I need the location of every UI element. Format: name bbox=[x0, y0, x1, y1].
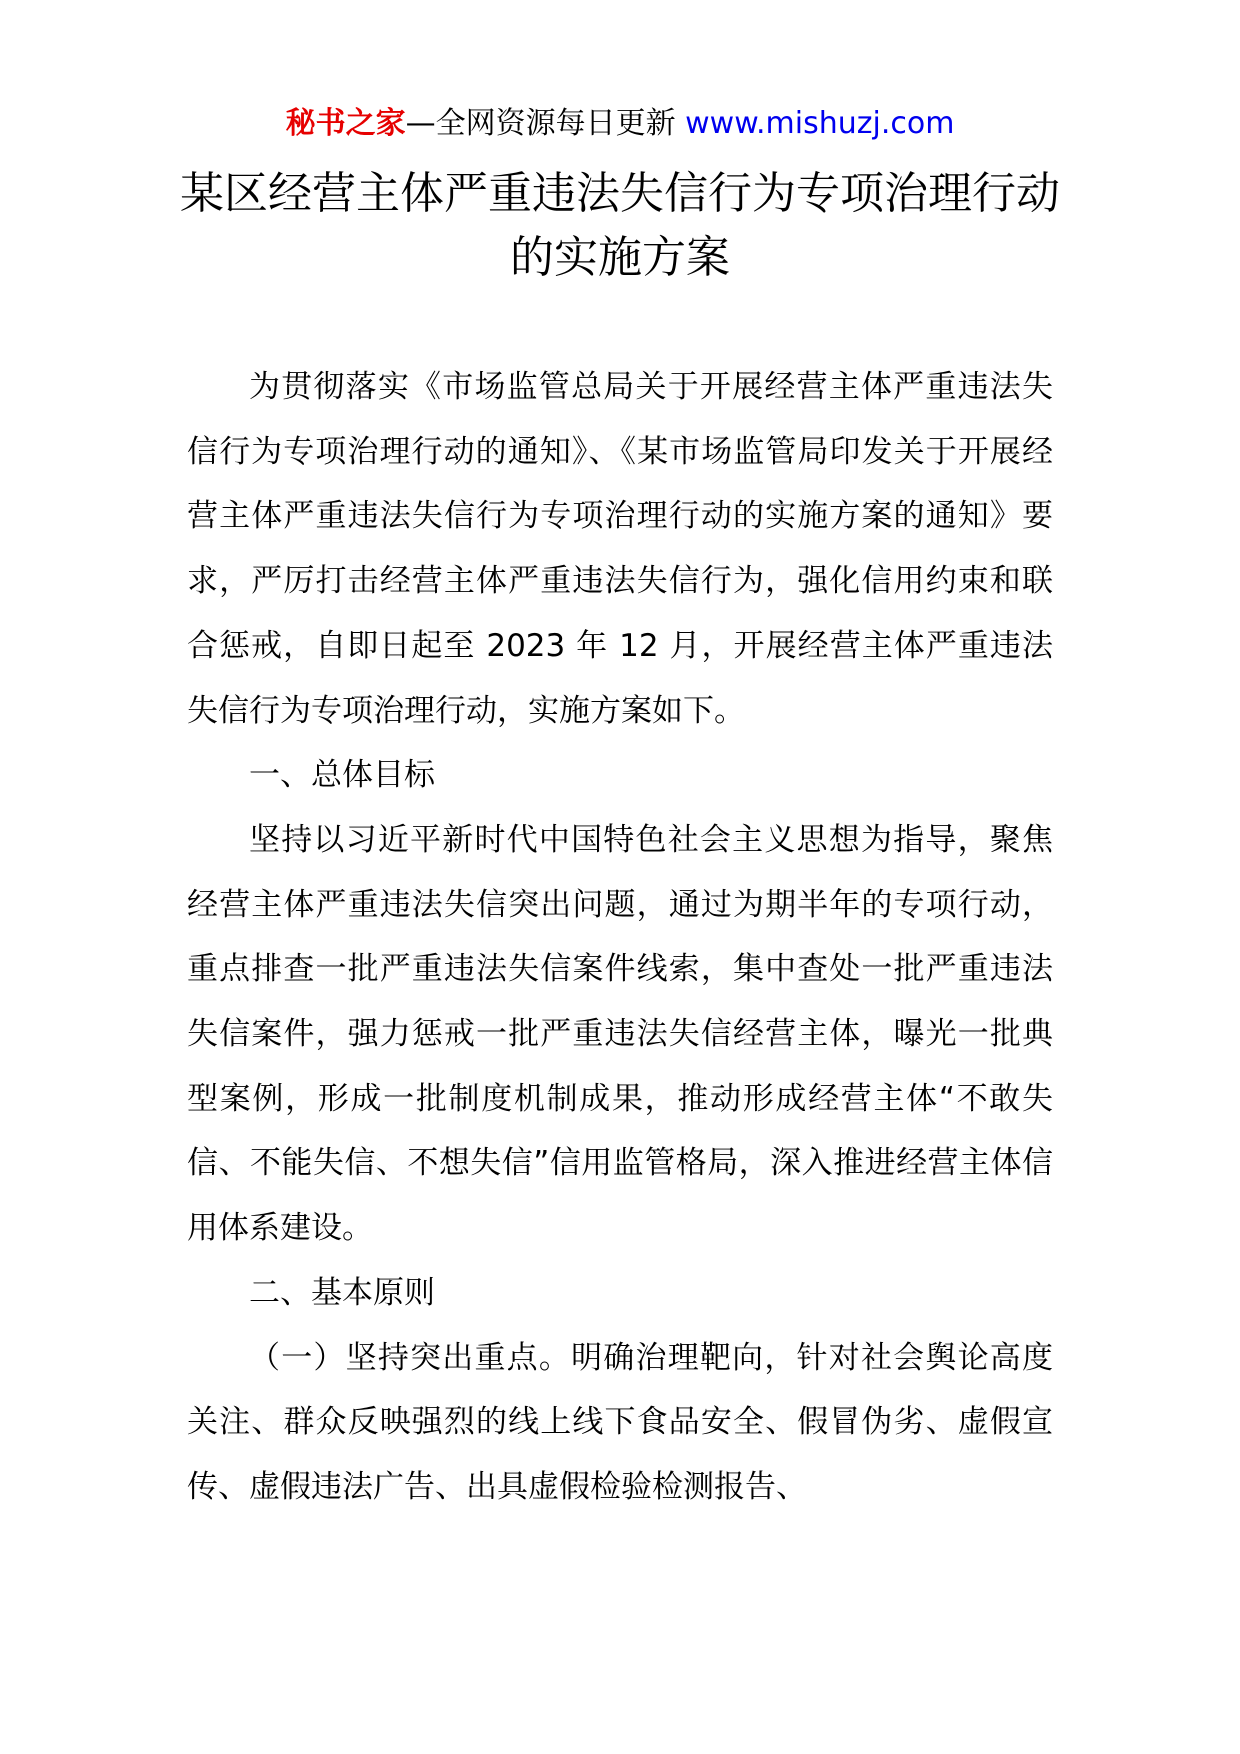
site-url-link[interactable]: www.mishuzj.com bbox=[685, 106, 955, 141]
brand-name: 秘书之家 bbox=[285, 106, 406, 141]
document-body bbox=[187, 355, 1053, 1520]
section-paragraph-principles: （一）坚持突出重点。明确治理靶向，针对社会舆论高度关注、群众反映强烈的线上线下食品安全、假冒伪劣、虚假宣传、虚假违法广告、出具虚假检验检测报告、 bbox=[187, 1339, 1053, 1505]
section-heading-principles: 二、基本原则 bbox=[249, 1274, 435, 1311]
watermark-header bbox=[0, 100, 1240, 148]
section-heading-goals: 一、总体目标 bbox=[249, 757, 435, 794]
section-paragraph-goals: 坚持以习近平新时代中国特色社会主义思想为指导，聚焦经营主体严重违法失信突出问题，通过为期半年的专项行动，重点排查一批严重违法失信案件线索，集中查处一批严重违法失信案件，强力惩戒一批严重违法失信经营主体，曝光一批典型案例，形成一批制度机制成果，推动形成经营主体“不敢失信、不能失信、不想失信”信用监管格局，深入推进经营主体信用体系建设。 bbox=[187, 821, 1053, 1247]
header-slogan: —全网资源每日更新 bbox=[405, 106, 686, 141]
intro-paragraph: 为贯彻落实《市场监管总局关于开展经营主体严重违法失信行为专项治理行动的通知》、《某市场监管局印发关于开展经营主体严重违法失信行为专项治理行动的实施方案的通知》要求，严厉打击经营主体严重违法失信行为，强化信用约束和联合惩戒，自即日起至 2023 年 12 月，开展经营主体严重违法失信行为专项治理行动，实施方案如下。 bbox=[187, 369, 1053, 729]
document-title: 某区经营主体严重违法失信行为专项治理行动的实施方案 bbox=[180, 168, 1060, 283]
